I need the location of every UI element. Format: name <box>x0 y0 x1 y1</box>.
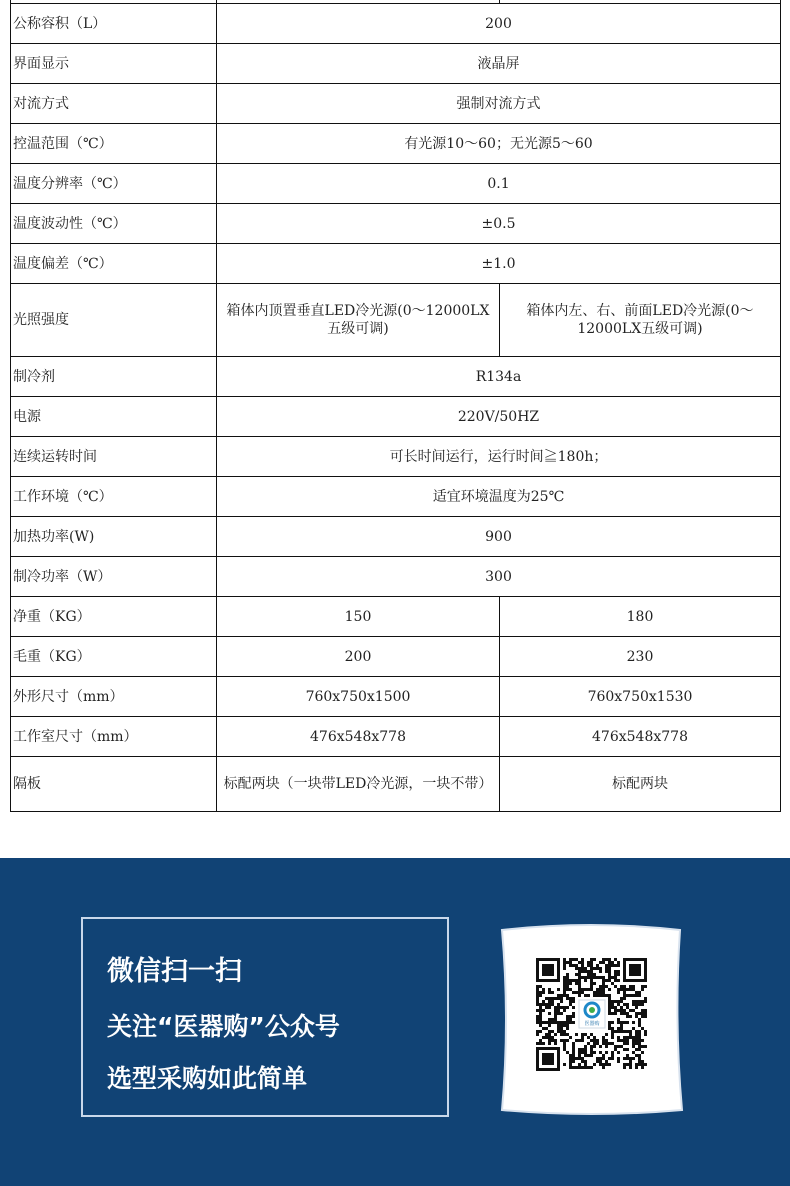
row-value-a: 476x548x778 <box>217 717 500 757</box>
promo-follow-text: 关注“医器购”公众号 <box>107 1012 340 1041</box>
qr-code-icon <box>496 922 687 1118</box>
row-value-b: 箱体内左、右、前面LED冷光源(0～12000LX五级可调) <box>500 284 781 357</box>
table-row <box>11 637 781 677</box>
row-label: 毛重（KG） <box>11 637 217 677</box>
row-value: 液晶屏 <box>217 44 781 84</box>
row-label: 公称容积（L） <box>11 4 217 44</box>
row-label: 制冷剂 <box>11 357 217 397</box>
row-label: 隔板 <box>11 757 217 812</box>
row-value: 强制对流方式 <box>217 84 781 124</box>
qr-logo-text: 医器购 <box>584 1021 600 1027</box>
row-value-a: 200 <box>217 637 500 677</box>
qr-code-card[interactable] <box>496 922 687 1118</box>
table-row <box>11 757 781 812</box>
row-value-a: 150 <box>217 597 500 637</box>
row-value: 200 <box>217 4 781 44</box>
table-row <box>11 557 781 597</box>
row-label: 温度波动性（℃） <box>11 204 217 244</box>
table-row <box>11 204 781 244</box>
promo-text-box <box>81 917 449 1117</box>
row-value: 有光源10～60；无光源5～60 <box>217 124 781 164</box>
promo-tagline: 选型采购如此简单 <box>107 1064 308 1093</box>
row-value: 0.1 <box>217 164 781 204</box>
row-value: ±0.5 <box>217 204 781 244</box>
row-label: 控温范围（℃） <box>11 124 217 164</box>
table-row <box>11 397 781 437</box>
promo-headline: 微信扫一扫 <box>107 956 242 987</box>
row-value: 220V/50HZ <box>217 397 781 437</box>
row-value-b: 230 <box>500 637 781 677</box>
row-label: 界面显示 <box>11 44 217 84</box>
row-label: 工作室尺寸（mm） <box>11 717 217 757</box>
row-label: 温度分辨率（℃） <box>11 164 217 204</box>
table-row <box>11 477 781 517</box>
table-row <box>11 244 781 284</box>
row-value: R134a <box>217 357 781 397</box>
row-value-b: 180 <box>500 597 781 637</box>
table-row <box>11 4 781 44</box>
row-label: 光照强度 <box>11 284 217 357</box>
row-value-b: 标配两块 <box>500 757 781 812</box>
row-label: 对流方式 <box>11 84 217 124</box>
row-value-a: 760x750x1500 <box>217 677 500 717</box>
table-row <box>11 437 781 477</box>
row-label: 工作环境（℃） <box>11 477 217 517</box>
table-row <box>11 284 781 357</box>
promo-banner <box>0 858 790 1186</box>
row-value-b: 476x548x778 <box>500 717 781 757</box>
row-label: 电源 <box>11 397 217 437</box>
table-row <box>11 44 781 84</box>
table-row <box>11 677 781 717</box>
row-value: 适宜环境温度为25℃ <box>217 477 781 517</box>
row-label: 制冷功率（W） <box>11 557 217 597</box>
table-row <box>11 84 781 124</box>
table-row <box>11 517 781 557</box>
row-value-b: 760x750x1530 <box>500 677 781 717</box>
table-row <box>11 124 781 164</box>
table-row <box>11 717 781 757</box>
table-row <box>11 597 781 637</box>
row-value-a: 标配两块（一块带LED冷光源，一块不带） <box>217 757 500 812</box>
table-row <box>11 164 781 204</box>
table-row <box>11 357 781 397</box>
row-label: 温度偏差（℃） <box>11 244 217 284</box>
row-label: 外形尺寸（mm） <box>11 677 217 717</box>
row-label: 连续运转时间 <box>11 437 217 477</box>
row-value: ±1.0 <box>217 244 781 284</box>
row-value: 可长时间运行，运行时间≧180h； <box>217 437 781 477</box>
row-label: 加热功率(W) <box>11 517 217 557</box>
row-value: 300 <box>217 557 781 597</box>
row-value-a: 箱体内顶置垂直LED冷光源(0～12000LX五级可调) <box>217 284 500 357</box>
row-value: 900 <box>217 517 781 557</box>
spec-table <box>10 0 781 812</box>
row-label: 净重（KG） <box>11 597 217 637</box>
